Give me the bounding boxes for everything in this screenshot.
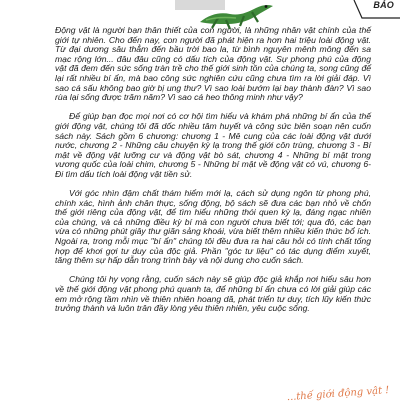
intro-text xyxy=(55,26,371,323)
footer-handwritten-text: ...thế giới động vật ! xyxy=(286,385,390,403)
corner-badge xyxy=(352,0,400,20)
paragraph-2: Để giúp bạn đọc mọi nơi có cơ hội tìm hiểu và khám phá những bí ẩn của thế giới động vật, chúng tôi đã dốc nhiều tâm huyết và công sức biên soạn nên cuốn sách này. Sách gồm 6 chương: chương 1 - Mê cung của các loài động vật dưới nước, chương 2 - Những câu chuyện kỳ lạ trong thế giới côn trùng, chương 3 - Bí mật về động vật lưỡng cư và động vật bò sát, chương 4 - Những bí mật trong vương quốc của loài chim, chương 5 - Những bí mật về động vật có vú, chương 6- Đi tìm dấu tích loài động vật tiền sử. xyxy=(55,111,371,179)
paragraph-1: Động vật là người bạn thân thiết của con người, là những nhân vật chính của thế giới tự nhiên. Cho đến nay, con người đã phát hiện ra hơn hai triệu loài động vật. Từ đại dương sâu thẳm đến bầu trời bao la, từ bình nguyên mênh mông đến sa mạc rộng lớn... đâu đâu cũng có dấu tích của động vật. Sự phong phú của động vật đã đem đến sức sống tràn trề cho thế giới sinh tồn của chúng ta, song cũng để lại rất nhiều bí ẩn, mà bao công sức nghiên cứu cũng chưa tìm ra lời giải đáp. Vì sao cá sấu không bao giờ bị ung thư? Vì sao loài bướm lại bay thành đàn? Vì sao rùa lại sống được trăm năm? Vì sao cá heo thông minh như vậy? xyxy=(55,25,371,103)
paragraph-4: Chúng tôi hy vọng rằng, cuốn sách này sẽ giúp độc giả khắp nơi hiểu sâu hơn về thế giới động vật phong phú quanh ta, để những bí ẩn chưa có lời giải giúp các em mở rộng tầm nhìn về thiên nhiên hoang dã, phát triển tư duy, tích lũy kiến thức trưởng thành và luôn trân đầy lòng yêu thiên nhiên, yêu cuộc sống. xyxy=(55,274,371,314)
corner-badge-text: BÁO xyxy=(373,0,394,10)
paragraph-3: Với góc nhìn đậm chất thám hiểm mới lạ, cách sử dụng ngôn từ phong phú, chính xác, hình ảnh chân thực, sống động, bộ sách sẽ đưa các bạn nhỏ về chốn thế giới riêng của động vật, để tìm hiểu những thói quen kỳ lạ, đáng ngạc nhiên của chúng, và cả những điều kỳ bí mà con người chưa biết tới; qua đó, các bạn vừa có những phút giây thư giãn sảng khoái, vừa biết thêm nhiều kiến thức bổ ích. Ngoài ra, trong mỗi mục "bí ẩn" chúng tôi đều đưa ra hai câu hỏi có tính chất tổng hợp để khơi gợi tư duy của độc giả. Phần "góc tư liệu" có tác dụng điểm xuyết, tăng thêm sự hấp dẫn trong trình bày và nội dung cho cuốn sách. xyxy=(55,188,371,266)
